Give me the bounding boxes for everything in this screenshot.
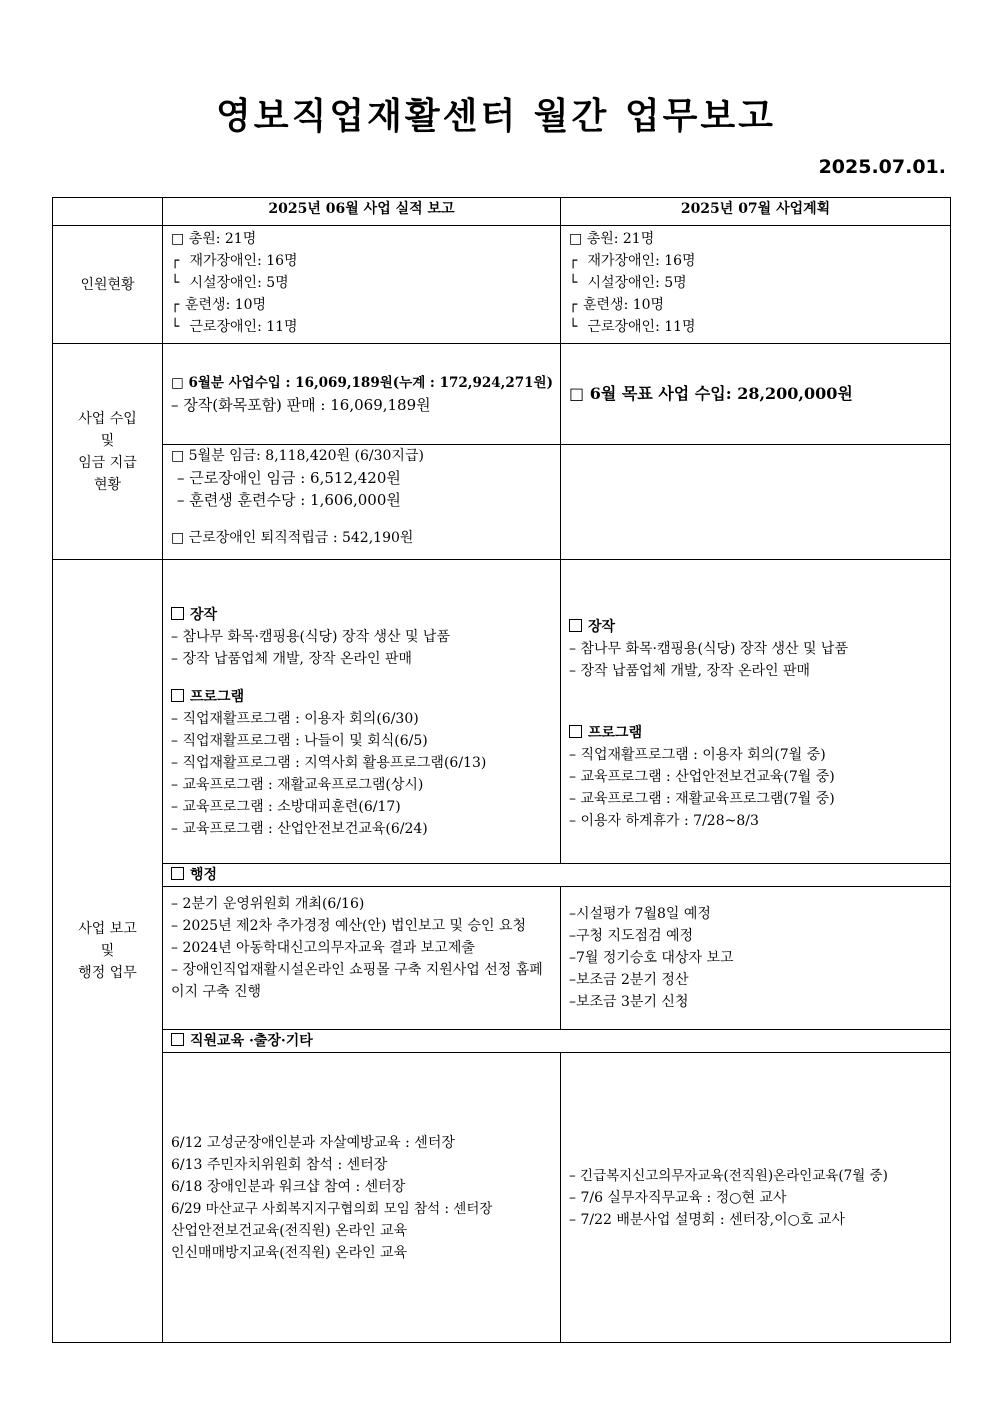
staff-text: 총원: 21명 bbox=[586, 231, 655, 247]
staff-prev-cell bbox=[163, 226, 561, 344]
edu-item: – 7/6 실무자직무교육 : 정○현 교사 bbox=[569, 1189, 787, 1206]
wood-heading bbox=[569, 616, 942, 638]
program-item: – 직업재활프로그램 : 이용자 회의(6/30) bbox=[171, 711, 419, 727]
program-item: – 직업재활프로그램 : 지역사회 활용프로그램(6/13) bbox=[171, 755, 487, 771]
admin-item: –구청 지도점검 예정 bbox=[569, 928, 694, 944]
bracket-bottom-icon: └ bbox=[171, 275, 180, 291]
checkbox-icon bbox=[171, 867, 184, 880]
program-item: – 이용자 하계휴가 : 7/28~8/3 bbox=[569, 813, 759, 829]
staff-text: 재가장애인: 16명 bbox=[189, 253, 298, 269]
staff-text: 시설장애인: 5명 bbox=[587, 275, 687, 291]
income-label bbox=[53, 344, 163, 560]
program-title: 프로그램 bbox=[190, 689, 245, 705]
staff-next-cell bbox=[561, 226, 951, 344]
wood-title: 장작 bbox=[190, 607, 218, 623]
income-sales-cell bbox=[163, 344, 561, 445]
staff-text: 훈련생: 10명 bbox=[583, 297, 665, 313]
staff-text: 총원: 21명 bbox=[188, 231, 257, 247]
admin-heading-row bbox=[53, 864, 951, 887]
admin-item: – 2분기 운영위원회 개최(6/16) bbox=[171, 896, 365, 912]
edu-title: 직원교육 ·출장·기타 bbox=[190, 1033, 313, 1049]
admin-item: –보조금 2분기 정산 bbox=[569, 972, 689, 988]
program-item: – 교육프로그램 : 산업안전보건교육(6/24) bbox=[171, 821, 428, 837]
sales-target: □ 6월 목표 사업 수입: 28,200,000원 bbox=[569, 384, 853, 403]
wood-heading bbox=[171, 604, 552, 626]
admin-item: – 장애인직업재활시설온라인 쇼핑몰 구축 지원사업 선정 홈페이지 구축 진행 bbox=[171, 962, 543, 1000]
staff-next-total bbox=[569, 228, 942, 250]
staff-prev-item bbox=[171, 316, 552, 338]
admin-item: –시설평가 7월8일 예정 bbox=[569, 906, 711, 922]
admin-next-cell bbox=[561, 887, 951, 1030]
edu-row bbox=[53, 1053, 951, 1343]
program-item: – 교육프로그램 : 산업안전보건교육(7월 중) bbox=[569, 769, 835, 785]
income-empty-cell bbox=[561, 445, 951, 560]
admin-item: –보조금 3분기 신청 bbox=[569, 994, 689, 1010]
report-table bbox=[52, 197, 951, 1343]
business-row bbox=[53, 560, 951, 864]
income-wage-row bbox=[53, 445, 951, 560]
admin-item: – 2025년 제2차 추가경정 예산(안) 법인보고 및 승인 요청 bbox=[171, 918, 527, 934]
wood-item: – 참나무 화목·캠핑용(식당) 장작 생산 및 납품 bbox=[569, 641, 848, 657]
edu-next-cell bbox=[561, 1053, 951, 1343]
staff-text: 재가장애인: 16명 bbox=[587, 253, 696, 269]
edu-item: – 긴급복지신고의무자교육(전직원)온라인교육(7월 중) bbox=[569, 1167, 888, 1184]
staff-prev-item bbox=[171, 272, 552, 294]
header-row bbox=[53, 198, 951, 226]
edu-item: 6/29 마산교구 사회복지지구협의회 모임 참석 : 센터장 bbox=[171, 1200, 493, 1217]
edu-item: 산업안전보건교육(전직원) 온라인 교육 bbox=[171, 1222, 408, 1239]
program-item: – 직업재활프로그램 : 나들이 및 회식(6/5) bbox=[171, 733, 428, 749]
staff-next-item bbox=[569, 250, 942, 272]
staff-next-item bbox=[569, 294, 942, 316]
header-blank-cell bbox=[53, 198, 163, 226]
business-next-cell bbox=[561, 560, 951, 864]
income-label-line: 현황 bbox=[93, 476, 122, 493]
wood-item: – 장작 납품업체 개발, 장작 온라인 판매 bbox=[171, 651, 413, 667]
edu-heading-row bbox=[53, 1030, 951, 1053]
edu-item: 6/12 고성군장애인분과 자살예방교육 : 센터장 bbox=[171, 1134, 455, 1151]
staff-text: 시설장애인: 5명 bbox=[189, 275, 289, 291]
staff-text: 근로장애인: 11명 bbox=[189, 319, 298, 335]
income-label-line: 사업 수입 bbox=[78, 410, 137, 427]
header-next-month: 2025년 07월 사업계획 bbox=[561, 198, 951, 226]
program-title: 프로그램 bbox=[588, 725, 643, 741]
program-item: – 직업재활프로그램 : 이용자 회의(7월 중) bbox=[569, 747, 826, 763]
bracket-top-icon: ┌ bbox=[569, 297, 578, 313]
report-date: 2025.07.01. bbox=[818, 156, 946, 178]
admin-heading bbox=[163, 864, 951, 887]
program-item: – 교육프로그램 : 재활교육프로그램(상시) bbox=[171, 777, 424, 793]
wage-item: – 훈련생 훈련수당 : 1,606,000원 bbox=[177, 491, 401, 509]
staff-text: 근로장애인: 11명 bbox=[587, 319, 696, 335]
edu-item: 인신매매방지교육(전직원) 온라인 교육 bbox=[171, 1244, 408, 1261]
bracket-bottom-icon: └ bbox=[569, 319, 578, 335]
sales-summary: □ 6월분 사업수입 : 16,069,189원(누계 : 172,924,271원) bbox=[171, 375, 553, 391]
bracket-bottom-icon: └ bbox=[171, 319, 180, 335]
program-item: – 교육프로그램 : 재활교육프로그램(7월 중) bbox=[569, 791, 835, 807]
bracket-top-icon: ┌ bbox=[569, 253, 578, 269]
bracket-top-icon: ┌ bbox=[171, 297, 180, 313]
edu-item: 6/13 주민자치위원회 참석 : 센터장 bbox=[171, 1156, 388, 1173]
staff-text: 훈련생: 10명 bbox=[185, 297, 267, 313]
income-label-line: 임금 지급 bbox=[78, 454, 137, 471]
staff-prev-item bbox=[171, 250, 552, 272]
checkbox-icon bbox=[171, 1033, 184, 1046]
income-label-line: 및 bbox=[100, 432, 115, 449]
edu-prev-cell bbox=[163, 1053, 561, 1343]
checkbox-icon: □ bbox=[569, 231, 583, 247]
sales-item: – 장작(화목포함) 판매 : 16,069,189원 bbox=[171, 396, 431, 414]
edu-item: 6/18 장애인분과 워크샵 참여 : 센터장 bbox=[171, 1178, 406, 1195]
income-wage-cell bbox=[163, 445, 561, 560]
checkbox-icon bbox=[171, 607, 184, 620]
staff-label: 인원현황 bbox=[53, 226, 163, 344]
bracket-top-icon: ┌ bbox=[171, 253, 180, 269]
wood-item: – 장작 납품업체 개발, 장작 온라인 판매 bbox=[569, 663, 811, 679]
admin-prev-cell bbox=[163, 887, 561, 1030]
business-prev-cell bbox=[163, 560, 561, 864]
staff-prev-total bbox=[171, 228, 552, 250]
wage-summary: □ 5월분 임금: 8,118,420원 (6/30지급) bbox=[171, 448, 424, 464]
program-item: – 교육프로그램 : 소방대피훈련(6/17) bbox=[171, 799, 401, 815]
staff-prev-item bbox=[171, 294, 552, 316]
checkbox-icon bbox=[569, 725, 582, 738]
header-prev-month: 2025년 06월 사업 실적 보고 bbox=[163, 198, 561, 226]
admin-item: – 2024년 아동학대신고의무자교육 결과 보고제출 bbox=[171, 940, 475, 956]
checkbox-icon: □ bbox=[171, 231, 185, 247]
bracket-bottom-icon: └ bbox=[569, 275, 578, 291]
wood-item: – 참나무 화목·캠핑용(식당) 장작 생산 및 납품 bbox=[171, 629, 450, 645]
income-sales-row bbox=[53, 344, 951, 445]
page-title: 영보직업재활센터 월간 업무보고 bbox=[216, 96, 776, 137]
checkbox-icon bbox=[569, 619, 582, 632]
staff-next-item bbox=[569, 316, 942, 338]
program-heading bbox=[171, 686, 552, 708]
business-label-line: 행정 업무 bbox=[78, 965, 137, 981]
income-target-cell bbox=[561, 344, 951, 445]
wood-title: 장작 bbox=[588, 619, 616, 635]
admin-title: 행정 bbox=[190, 867, 218, 883]
business-label bbox=[53, 560, 163, 1343]
staff-row bbox=[53, 226, 951, 344]
business-label-line: 및 bbox=[100, 943, 115, 959]
admin-item: –7월 정기승호 대상자 보고 bbox=[569, 950, 734, 966]
admin-row bbox=[53, 887, 951, 1030]
checkbox-icon bbox=[171, 689, 184, 702]
wage-item: – 근로장애인 임금 : 6,512,420원 bbox=[177, 469, 401, 487]
edu-heading bbox=[163, 1030, 951, 1053]
edu-item: – 7/22 배분사업 설명회 : 센터장,이○호 교사 bbox=[569, 1211, 845, 1228]
program-heading bbox=[569, 722, 942, 744]
retirement-fund: □ 근로장애인 퇴직적립금 : 542,190원 bbox=[171, 530, 414, 546]
business-label-line: 사업 보고 bbox=[78, 921, 137, 937]
staff-next-item bbox=[569, 272, 942, 294]
